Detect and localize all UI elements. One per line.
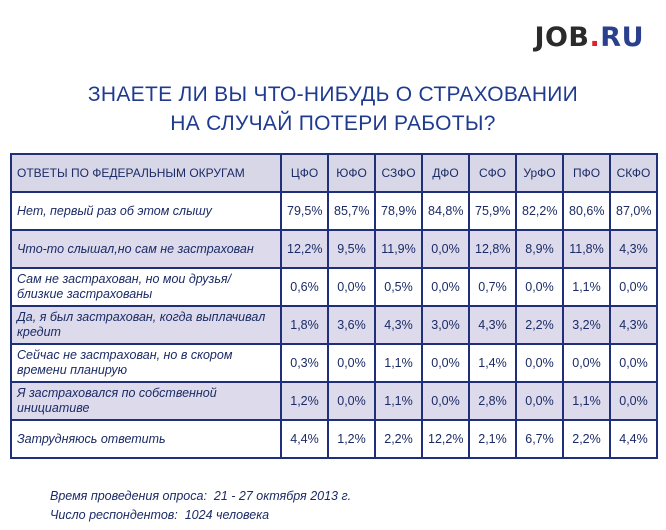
respondents-value: 1024 человека [184,508,270,522]
table-cell: 82,2% [516,192,563,230]
row-label: Нет, первый раз об этом слышу [11,192,281,230]
header-cell-pfo: ПФО [563,154,610,192]
table-cell: 2,2% [563,420,610,458]
table-cell: 1,2% [328,420,375,458]
table-cell: 1,1% [375,344,422,382]
respondents-label: Число респондентов: [50,508,178,522]
table-cell: 0,0% [563,344,610,382]
table-cell: 1,2% [281,382,328,420]
table-cell: 87,0% [610,192,657,230]
table-cell: 3,6% [328,306,375,344]
table-cell: 3,0% [422,306,469,344]
header-cell-yufo: ЮФО [328,154,375,192]
table-cell: 0,0% [610,268,657,306]
table-cell: 75,9% [469,192,516,230]
footer-period [50,487,351,506]
header-cell-szfo: СЗФО [375,154,422,192]
table-cell: 0,0% [516,382,563,420]
row-label: Затрудняюсь ответить [11,420,281,458]
period-label: Время проведения опроса: [50,489,207,503]
header-cell-sfo: СФО [469,154,516,192]
table-cell: 85,7% [328,192,375,230]
table-cell: 0,0% [610,344,657,382]
row-label: Я застраховался по собственной инициативе [11,382,281,420]
row-label: Сам не застрахован, но мои друзья/близкие застрахованы [11,268,281,306]
table-cell: 0,0% [516,344,563,382]
title-line-1: ЗНАЕТЕ ЛИ ВЫ ЧТО-НИБУДЬ О СТРАХОВАНИИ [87,83,579,106]
table-row [11,268,657,306]
table-cell: 0,0% [422,268,469,306]
table-cell: 1,1% [563,382,610,420]
table-row [11,230,657,268]
table-cell: 4,3% [375,306,422,344]
page-title [0,80,666,138]
header-cell-dfo: ДФО [422,154,469,192]
table-cell: 0,5% [375,268,422,306]
logo-dot: . [589,22,601,53]
logo-job: JOB [534,22,590,53]
table-cell: 0,7% [469,268,516,306]
table-cell: 0,0% [328,268,375,306]
table-cell: 78,9% [375,192,422,230]
table-cell: 0,0% [422,230,469,268]
row-label: Что-то слышал,но сам не застрахован [11,230,281,268]
table-row [11,306,657,344]
table-cell: 1,1% [563,268,610,306]
table-cell: 0,0% [422,344,469,382]
table-cell: 1,4% [469,344,516,382]
table-cell: 1,1% [375,382,422,420]
survey-table [10,153,658,459]
table-cell: 2,8% [469,382,516,420]
table-cell: 11,9% [375,230,422,268]
table-cell: 12,2% [422,420,469,458]
table-cell: 3,2% [563,306,610,344]
table-row [11,344,657,382]
table-row [11,192,657,230]
table-cell: 9,5% [328,230,375,268]
table-cell: 6,7% [516,420,563,458]
table-cell: 0,0% [328,382,375,420]
job-ru-logo [534,22,644,53]
table-cell: 79,5% [281,192,328,230]
footer-respondents [50,506,351,525]
table-cell: 4,3% [610,230,657,268]
header-cell-answers: ОТВЕТЫ ПО ФЕДЕРАЛЬНЫМ ОКРУГАМ [11,154,281,192]
period-value: 21 - 27 октября 2013 г. [213,489,352,503]
table-cell: 4,3% [469,306,516,344]
logo-ru: RU [600,22,644,53]
table-cell: 2,1% [469,420,516,458]
table-cell: 12,8% [469,230,516,268]
table-cell: 0,6% [281,268,328,306]
survey-footer [50,487,351,525]
table-cell: 80,6% [563,192,610,230]
table-cell: 4,3% [610,306,657,344]
table-row [11,382,657,420]
table-cell: 11,8% [563,230,610,268]
title-line-2: НА СЛУЧАЙ ПОТЕРИ РАБОТЫ? [170,112,496,135]
row-label: Сейчас не застрахован, но в скором времени планирую [11,344,281,382]
header-cell-skfo: СКФО [610,154,657,192]
table-cell: 0,3% [281,344,328,382]
table-cell: 0,0% [422,382,469,420]
row-label: Да, я был застрахован, когда выплачивал кредит [11,306,281,344]
header-cell-urfo: УрФО [516,154,563,192]
table-header-row [11,154,657,192]
table-cell: 8,9% [516,230,563,268]
table-cell: 2,2% [516,306,563,344]
table-cell: 1,8% [281,306,328,344]
table-cell: 4,4% [610,420,657,458]
table-cell: 12,2% [281,230,328,268]
table-cell: 2,2% [375,420,422,458]
table-cell: 0,0% [516,268,563,306]
table-row [11,420,657,458]
table-cell: 0,0% [328,344,375,382]
table-cell: 84,8% [422,192,469,230]
header-cell-cfo: ЦФО [281,154,328,192]
table-cell: 0,0% [610,382,657,420]
table-cell: 4,4% [281,420,328,458]
